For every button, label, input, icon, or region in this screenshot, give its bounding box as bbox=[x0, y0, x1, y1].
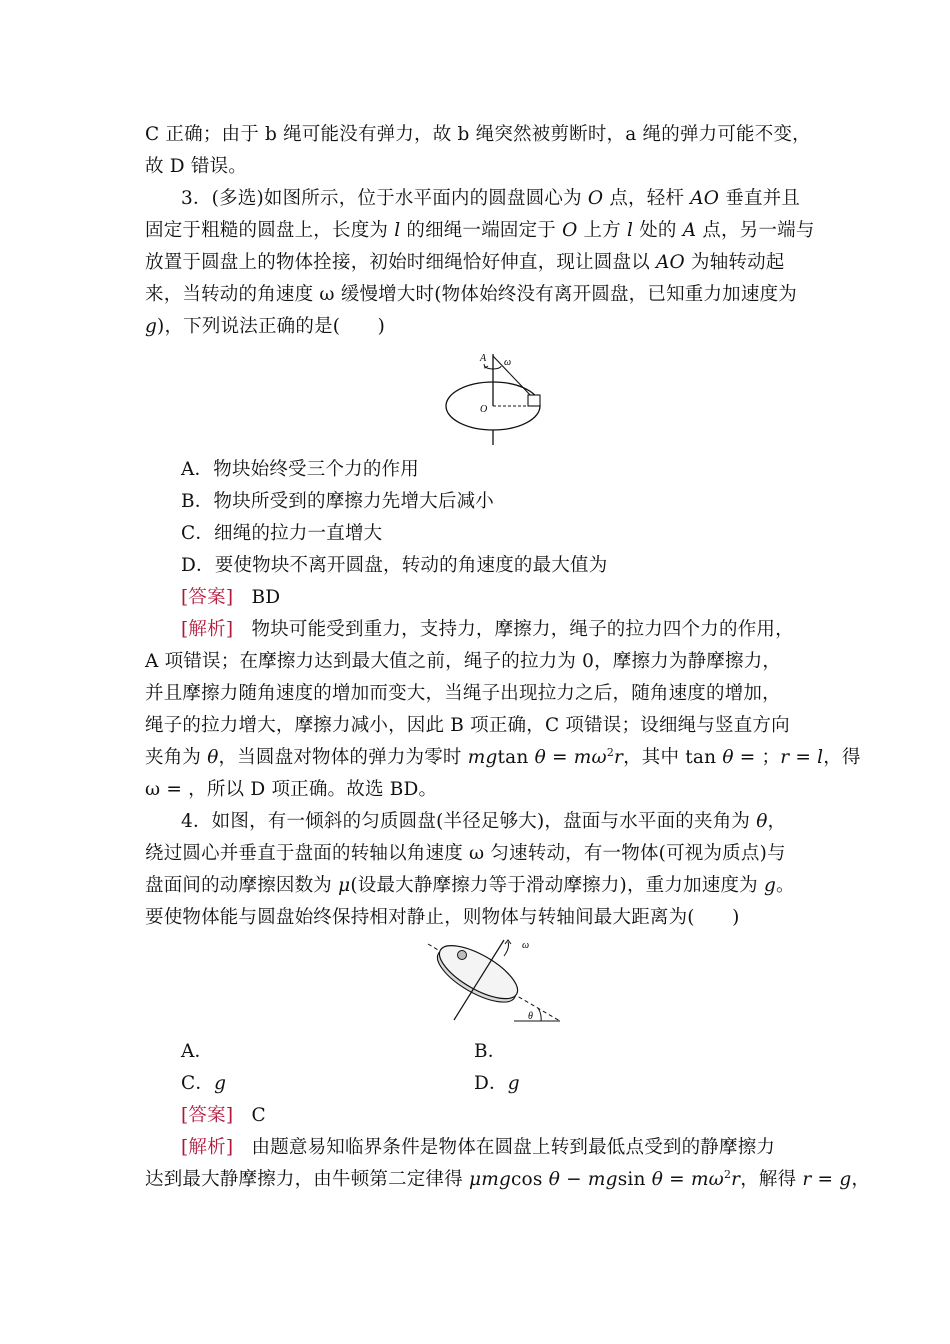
text-line: 绕过圆心并垂直于盘面的转轴以角速度 ω 匀速转动，有一物体(可视为质点)与 bbox=[145, 843, 786, 864]
angle-arc bbox=[538, 1008, 541, 1021]
figure-rotating-disk bbox=[440, 346, 550, 448]
text-line: 盘面间的动摩擦因数为 μ(设最大静摩擦力等于滑动摩擦力)，重力加速度为 g。 bbox=[145, 875, 795, 896]
explanation-line: [解析] 由题意易知临界条件是物体在圆盘上转到最低点受到的静摩擦力 bbox=[181, 1137, 776, 1158]
block bbox=[528, 395, 540, 406]
option-c: C．细绳的拉力一直增大 bbox=[181, 523, 383, 544]
text-line: g)，下列说法正确的是( ) bbox=[145, 316, 386, 337]
text-line: 达到最大静摩擦力，由牛顿第二定律得 μmgcos θ − mgsin $\theta = m\omega^2r$，解得 r = g， bbox=[145, 1167, 871, 1190]
text-line: 绳子的拉力增大，摩擦力减小，因此 B 项正确，C 项错误；设细绳与竖直方向 bbox=[145, 715, 790, 736]
question-4-stem: 4．如图，有一倾斜的匀质圆盘(半径足够大)，盘面与水平面的夹角为 θ， bbox=[181, 811, 787, 832]
option-d: D．g bbox=[474, 1073, 520, 1094]
answer-line bbox=[181, 582, 807, 614]
text-line: 故 D 错误。 bbox=[145, 156, 247, 177]
question-3-stem: 3．(多选)如图所示，位于水平面内的圆盘圆心为 O 点，轻杆 AO 垂直并且 bbox=[181, 188, 801, 209]
string bbox=[493, 356, 533, 398]
text-line: C 正确；由于 b 绳可能没有弹力，故 b 绳突然被剪断时，a 绳的弹力可能不变， bbox=[145, 124, 811, 145]
explanation-tag: [解析] bbox=[181, 619, 234, 640]
text-line: 夹角为 θ，当圆盘对物体的弹力为零时 mgtan $\theta = m\omega^2r$，其中 tan θ = ；r = l，得 bbox=[145, 745, 861, 768]
option-a: A． bbox=[181, 1041, 214, 1062]
figure-inclined-disk bbox=[426, 938, 566, 1026]
answer-value: C bbox=[251, 1105, 266, 1126]
option-d: D．要使物块不离开圆盘，转动的角速度的最大值为 bbox=[181, 555, 608, 576]
text-line: 放置于圆盘上的物体拴接，初始时细绳恰好伸直，现让圆盘以 AO 为轴转动起 bbox=[145, 252, 785, 273]
option-c: C．g bbox=[181, 1073, 227, 1094]
label-o: O bbox=[480, 404, 488, 415]
text-line: 来，当转动的角速度 ω 缓慢增大时(物体始终没有离开圆盘，已知重力加速度为 bbox=[145, 284, 797, 305]
answer-tag: [答案] bbox=[181, 1105, 234, 1126]
explanation-line: [解析] 物块可能受到重力，支持力，摩擦力，绳子的拉力四个力的作用， bbox=[181, 619, 794, 640]
text-line: 固定于粗糙的圆盘上，长度为 l 的细绳一端固定于 O 上方 l 处的 A 点，另一端与 bbox=[145, 220, 815, 241]
text-line: ω = ，所以 D 项正确。故选 BD。 bbox=[145, 779, 438, 800]
text-line: A 项错误；在摩擦力达到最大值之前，绳子的拉力为 0，摩擦力为静摩擦力， bbox=[145, 651, 782, 672]
answer-line bbox=[181, 1100, 807, 1132]
arrow-head bbox=[484, 364, 488, 368]
label-omega: ω bbox=[522, 940, 530, 951]
answer-value: BD bbox=[251, 587, 281, 608]
object-particle bbox=[458, 951, 467, 960]
explanation-tag: [解析] bbox=[181, 1137, 234, 1158]
rotation-arrow bbox=[504, 942, 509, 956]
label-a: A bbox=[480, 353, 487, 364]
label-omega: ω bbox=[504, 357, 512, 368]
label-theta: θ bbox=[528, 1011, 533, 1022]
option-a: A．物块始终受三个力的作用 bbox=[181, 459, 419, 480]
answer-tag: [答案] bbox=[181, 587, 234, 608]
option-b: B．物块所受到的摩擦力先增大后减小 bbox=[181, 491, 494, 512]
option-b: B． bbox=[474, 1041, 507, 1062]
text-line: 要使物体能与圆盘始终保持相对静止，则物体与转轴间最大距离为( ) bbox=[145, 907, 740, 928]
text-line: 并且摩擦力随角速度的增加而变大，当绳子出现拉力之后，随角速度的增加， bbox=[145, 683, 781, 704]
